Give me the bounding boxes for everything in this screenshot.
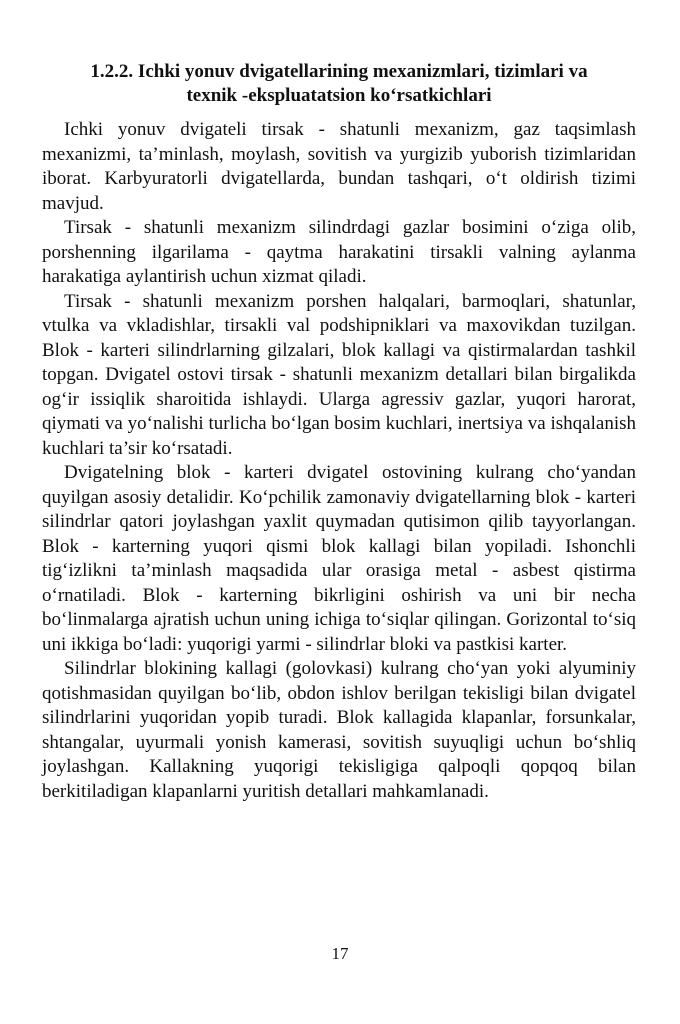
section-heading-line-1: 1.2.2. Ichki yonuv dvigatellarining mexanizmlari, tizimlari va [90,61,588,82]
paragraph-1: Ichki yonuv dvigateli tirsak - shatunli mexanizm, gaz taqsimlash mexanizmi, ta’minlash, moylash, sovitish va yurgizib yuborish tizimlaridan iborat. Karbyuratorli dvigatellarda, bundan tashqari, o‘t oldirish tizimi mavjud. [42,119,636,214]
section-heading-line-2: texnik -ekspluatatsion ko‘rsatkichlari [186,85,492,106]
section-heading [42,60,636,108]
paragraph-2: Tirsak - shatunli mexanizm silindrdagi gazlar bosimini o‘ziga olib, porshenning ilgarilama - qaytma harakatini tirsakli valning aylanma harakatiga aylantirish uchun xizmat qiladi. [42,217,636,287]
paragraph-5: Silindrlar blokining kallagi (golovkasi) kulrang cho‘yan yoki alyuminiy qotishmasidan quyilgan bo‘lib, obdon ishlov berilgan tekisligi bilan dvigatel silindrlarini yuqoridan yopib turadi. Blok kallagida klapanlar, forsunkalar, shtangalar, uyurmali yonish kamerasi, sovitish suyuqligi uchun bo‘shliq joylashgan. Kallakning yuqorigi tekisligiga qalpoqli qopqoq bilan berkitiladigan klapanlarni yuritish detallari mahkamlanadi. [42,658,636,802]
paragraph-3: Tirsak - shatunli mexanizm porshen halqalari, barmoqlari, shatunlar, vtulka va vkladishlar, tirsakli val podshipniklari va maxovikdan tuzilgan. Blok - karteri silindrlarning gilzalari, blok kallagi va qistirmalardan tashkil topgan. Dvigatel ostovi tirsak - shatunli mexanizm detallari bilan birgalikda og‘ir issiqlik sharoitida ishlaydi. Ularga agressiv gazlar, yuqori harorat, qiymati va yo‘nalishi turlicha bo‘lgan bosim kuchlari, inertsiya va ishqalanish kuchlari ta’sir ko‘rsatadi. [42,290,636,459]
paragraph-4: Dvigatelning blok - karteri dvigatel ostovining kulrang cho‘yandan quyilgan asosiy detalidir. Ko‘pchilik zamonaviy dvigatellarning blok - karteri silindrlar qatori joylashgan yaxlit quymadan qutisimon qilib tayyorlangan. Blok - karterning yuqori qismi blok kallagi bilan yopiladi. Ishonchli tig‘izlikni ta’minlash maqsadida ular orasiga metal - asbest qistirma o‘rnatiladi. Blok - karterning bikrligini oshirish va uni bir necha bo‘linmalarga ajratish uchun uning ichiga to‘siqlar qilingan. Gorizontal to‘siq uni ikkiga bo‘ladi: yuqorigi yarmi - silindrlar bloki va pastkisi karter. [42,462,636,655]
page-number: 17 [331,944,349,963]
body-text [42,118,636,804]
